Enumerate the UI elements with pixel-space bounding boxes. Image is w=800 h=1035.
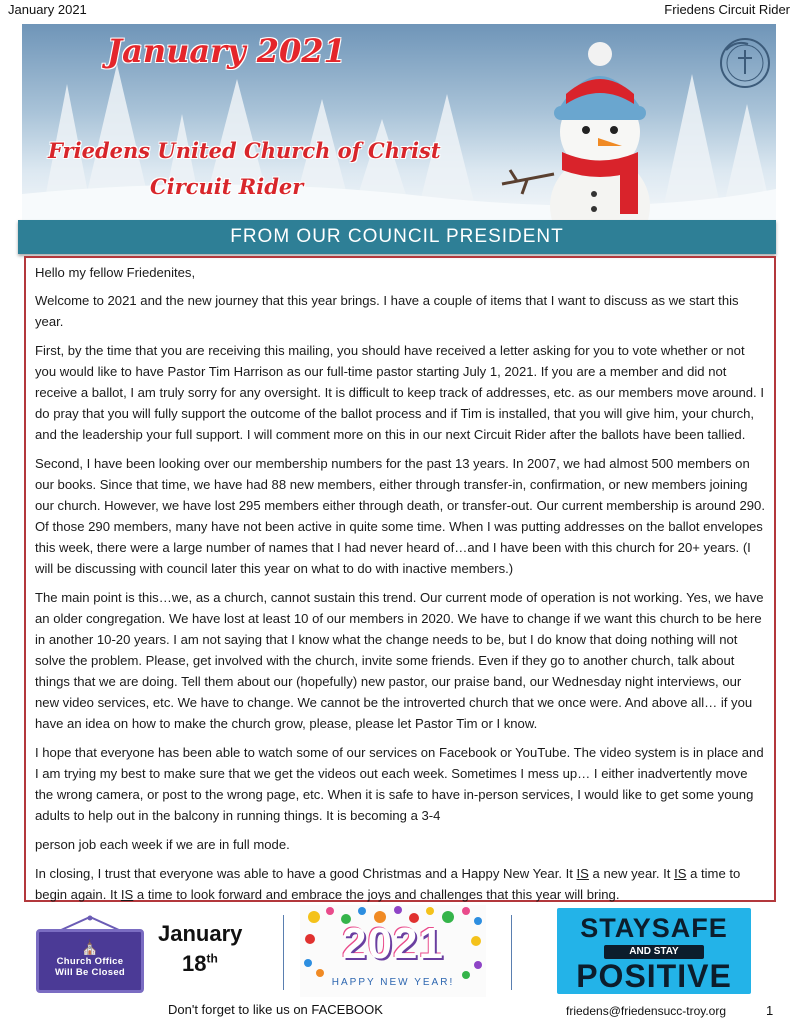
office-sign-plate (36, 929, 144, 993)
page-number: 1 (766, 1003, 774, 1018)
letter-paragraph-5: I hope that everyone has been able to watch some of our services on Facebook or YouTube. The video system is in place and I am trying my best to make sure that we get the videos out each week. Sometimes I mess up… I either inadvertently move the wrong camera, or post to the wrong page, etc. When it is safe to have in-person services, I would like to get some young adults to help out in the balcony in running things. It is becoming a 3-4 (35, 745, 764, 823)
closed-day-number: 18 (182, 951, 207, 976)
office-sign-line-1: Church Office (56, 956, 124, 967)
section-heading: FROM OUR COUNCIL PRESIDENT (18, 220, 776, 254)
footer-divider-left (283, 915, 284, 990)
header-date: January 2021 (8, 2, 87, 17)
emphasis-is-2: IS (674, 866, 687, 881)
closed-date-month: January (158, 921, 243, 946)
stay-safe-text: STAYSAFE (580, 913, 728, 943)
banner-month: January 2021 (107, 32, 346, 70)
letter-paragraph-4: The main point is this…we, as a church, cannot sustain this trend. Our current mode of operation is not working. Yes, we have an older congregation. We have lost at least 10 of our members in 2020. We have to change if we want this church to be here in another 10-20 years. I am not saying that I know what the change needs to be, but I do know that doing nothing will not solve the problem. Please, get involved with the church, invite some friends. Even if they go to another church, talk about things that we are doing. Tell them about our (hopefully) new pastor, our praise band, our Wednesday night interviews, our new video services, etc. We have to change. We cannot be the introverted church that we once were. And above all… if you have an idea on how to make the church grow, please, please let Pastor Tim or I know. (35, 590, 764, 731)
closing-text-a: In closing, I trust that everyone was able to have a good Christmas and a Happy New Year. It (35, 866, 577, 881)
president-letter (24, 256, 776, 902)
church-email[interactable]: friedens@friedensucc-troy.org (566, 1004, 727, 1018)
closing-text-b: a new year. It (588, 866, 675, 881)
letter-salutation: Hello my fellow Friedenites, (35, 265, 196, 280)
letter-paragraph-7 (35, 863, 765, 905)
header-publication: Friedens Circuit Rider (664, 2, 790, 17)
church-seal-logo (718, 36, 772, 90)
church-building-icon: ⛪ (81, 939, 99, 955)
office-closed-sign (36, 915, 144, 993)
letter-paragraph-1: Welcome to 2021 and the new journey that this year brings. I have a couple of items that I want to discuss as we start this year. (35, 293, 739, 329)
emphasis-is-3: IS (120, 887, 134, 902)
footer-divider-right (511, 915, 512, 990)
page-header (0, 0, 800, 20)
page-footer (0, 905, 800, 1035)
happy-new-year-text: HAPPY NEW YEAR! (331, 977, 455, 988)
new-year-number: 2021 (342, 919, 444, 968)
newsletter-banner (22, 24, 776, 220)
closing-text-d: a time to look forward and embrace the joys and challenges that this year will bring. (133, 887, 620, 902)
banner-newsletter-title: Circuit Rider (150, 174, 304, 199)
banner-church-name: Friedens United Church of Christ (48, 138, 441, 163)
stay-safe-graphic (557, 908, 751, 994)
letter-paragraph-6: person job each week if we are in full mode. (35, 837, 290, 852)
facebook-reminder: Don't forget to like us on FACEBOOK (168, 1002, 383, 1017)
happy-new-year-graphic (300, 905, 486, 997)
letter-paragraph-2: First, by the time that you are receiving this mailing, you should have received a letter asking for you to vote whether or not you would like to have Pastor Tim Harrison as our full-time pastor starting July 1, 2021. If you are a member and did not receive a ballot, I am truly sorry for any oversight. It is difficult to keep track of addresses, etc. as our members move around. I do pray that you will fully support the outcome of the ballot process and if Tim is installed, that you will give him, your church, and the leadership your full support. I will comment more on this in our next Circuit Rider after the ballots have been tallied. (35, 343, 764, 442)
closed-day-suffix: th (206, 951, 218, 966)
letter-paragraph-3: Second, I have been looking over our membership numbers for the past 13 years. In 2007, we had almost 500 members on our books. Since that time, we have had 88 new members, either through transfer-in, confirmation, or new members joining our church. However, we have lost 295 members either through death, or transfer-out. Our current membership is around 290. Of those 290 members, many have not been active in quite some time. When I was putting addresses on the ballot envelopes this week, there were a large number of names that I had never heard of…and I have been with this church for 20+ years. (I will be discussing with council later this year on what to do with inactive members.) (35, 456, 765, 576)
positive-text: POSITIVE (576, 958, 732, 994)
emphasis-is-1: IS (576, 866, 589, 881)
closing-text-c: a time to begin again. It (35, 866, 741, 902)
and-stay-text: AND STAY (604, 945, 704, 959)
closed-date-day (182, 951, 218, 977)
office-sign-line-2: Will Be Closed (54, 967, 126, 978)
